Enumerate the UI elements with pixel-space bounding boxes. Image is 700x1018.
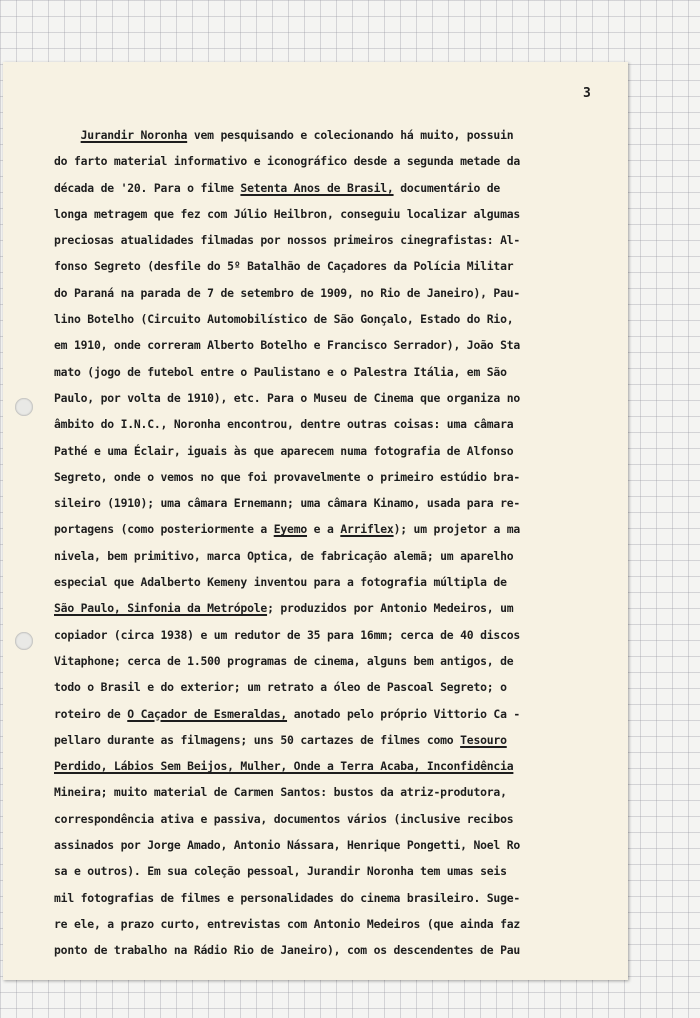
text-run: nivela, bem primitivo, marca Optica, de fabricação alemã; um aparelho (54, 548, 514, 563)
text-run: pellaro durante as filmagens; uns 50 cartazes de filmes como (54, 732, 461, 747)
text-line (54, 490, 594, 516)
text-run: especial que Adalberto Kemeny inventou para a fotografia múltipla de (54, 575, 507, 590)
text-line (54, 753, 594, 779)
text-run: Segreto, onde o vemos no que foi provavelmente o primeiro estúdio bra- (54, 469, 521, 484)
text-line (54, 674, 594, 700)
text-line (54, 122, 594, 148)
text-line (54, 779, 594, 805)
text-run: década de '20. Para o filme (54, 180, 241, 195)
text-line (54, 911, 594, 937)
text-run: âmbito do I.N.C., Noronha encontrou, dentre outras coisas: uma câmara (54, 417, 514, 432)
text-line (54, 806, 594, 832)
text-line (54, 175, 594, 201)
text-line (54, 306, 594, 332)
text-line (54, 543, 594, 569)
underlined-title: Jurandir Noronha (80, 128, 188, 142)
text-run: vem pesquisando e colecionando há muito, possuin (187, 128, 514, 142)
underlined-title: São Paulo, Sinfonia da Metrópole (54, 601, 268, 616)
text-line (54, 464, 594, 490)
text-run: mil fotografias de filmes e personalidades do cinema brasileiro. Suge- (54, 890, 521, 905)
text-line (54, 359, 594, 385)
text-line (54, 227, 594, 253)
text-line (54, 516, 594, 542)
text-line (54, 411, 594, 437)
underlined-title: Eyemo (273, 522, 308, 537)
text-run: assinados por Jorge Amado, Antonio Nássara, Henrique Pongetti, Noel Ro (54, 838, 521, 853)
text-line (54, 569, 594, 595)
text-line (54, 648, 594, 674)
text-run: preciosas atualidades filmadas por nossos primeiros cinegrafistas: Al- (54, 233, 521, 248)
text-run: anotado pelo próprio Vittorio Ca - (287, 706, 521, 721)
punch-hole (15, 632, 33, 650)
text-line (54, 858, 594, 884)
text-line (54, 280, 594, 306)
text-line (54, 701, 594, 727)
text-run: do Paraná na parada de 7 de setembro de 1909, no Rio de Janeiro), Pau- (54, 285, 521, 300)
text-line (54, 385, 594, 411)
text-line (54, 832, 594, 858)
text-run: ; produzidos por Antonio Medeiros, um (267, 601, 514, 616)
text-line (54, 937, 594, 963)
text-run: Mineira; muito material de Carmen Santos: bustos da atriz-produtora, (54, 785, 507, 800)
text-line (54, 438, 594, 464)
text-run: Pathé e uma Éclair, iguais às que aparecem numa fotografia de Alfonso (54, 443, 514, 458)
text-run: documentário de (393, 180, 501, 195)
text-run: sileiro (1910); uma câmara Ernemann; uma câmara Kinamo, usada para re- (54, 496, 521, 511)
text-line (54, 622, 594, 648)
text-run: mato (jogo de futebol entre o Paulistano e o Palestra Itália, em São (54, 364, 507, 379)
text-run: copiador (circa 1938) e um redutor de 35 para 16mm; cerca de 40 discos (54, 627, 521, 642)
text-run: Vitaphone; cerca de 1.500 programas de cinema, alguns bem antigos, de (54, 653, 514, 668)
text-run: em 1910, onde correram Alberto Botelho e Francisco Serrador), João Sta (54, 338, 521, 353)
text-run: correspondência ativa e passiva, documentos vários (inclusive recibos (54, 811, 514, 826)
body-text (54, 122, 594, 964)
underlined-title: Setenta Anos de Brasil, (240, 180, 394, 195)
underlined-title: Perdido, Lábios Sem Beijos, Mulher, Onde a Terra Acaba, Inconfidência (54, 759, 514, 774)
text-run: Paulo, por volta de 1910), etc. Para o Museu de Cinema que organiza no (54, 390, 521, 405)
text-run: fonso Segreto (desfile do 5º Batalhão de Caçadores da Polícia Militar (54, 259, 514, 274)
text-run: todo o Brasil e do exterior; um retrato a óleo de Pascoal Segreto; o (54, 680, 507, 695)
text-line (54, 332, 594, 358)
text-run: re ele, a prazo curto, entrevistas com Antonio Medeiros (que ainda faz (54, 916, 521, 931)
text-run: roteiro de (54, 706, 128, 721)
typewritten-page (3, 62, 628, 980)
text-run: e a (307, 522, 341, 537)
page-number: 3 (583, 86, 591, 101)
text-run: ); um projetor a ma (393, 522, 521, 537)
text-run: sa e outros). Em sua coleção pessoal, Jurandir Noronha tem umas seis (54, 864, 507, 879)
text-run: longa metragem que fez com Júlio Heilbron, conseguiu localizar algumas (54, 206, 521, 221)
text-line (54, 201, 594, 227)
text-run: lino Botelho (Circuito Automobilístico de São Gonçalo, Estado do Rio, (54, 312, 514, 327)
underlined-title: O Caçador de Esmeraldas, (127, 706, 288, 721)
underlined-title: Tesouro (460, 732, 507, 747)
underlined-title: Arriflex (340, 522, 394, 537)
text-line (54, 885, 594, 911)
text-run: ponto de trabalho na Rádio Rio de Janeiro), com os descendentes de Pau (54, 943, 521, 958)
text-line (54, 253, 594, 279)
text-run: do farto material informativo e iconográfico desde a segunda metade da (54, 154, 521, 169)
text-line (54, 727, 594, 753)
text-run: portagens (como posteriormente a (54, 522, 274, 537)
text-line (54, 595, 594, 621)
text-line (54, 148, 594, 174)
punch-hole (15, 398, 33, 416)
text-run (54, 128, 81, 142)
